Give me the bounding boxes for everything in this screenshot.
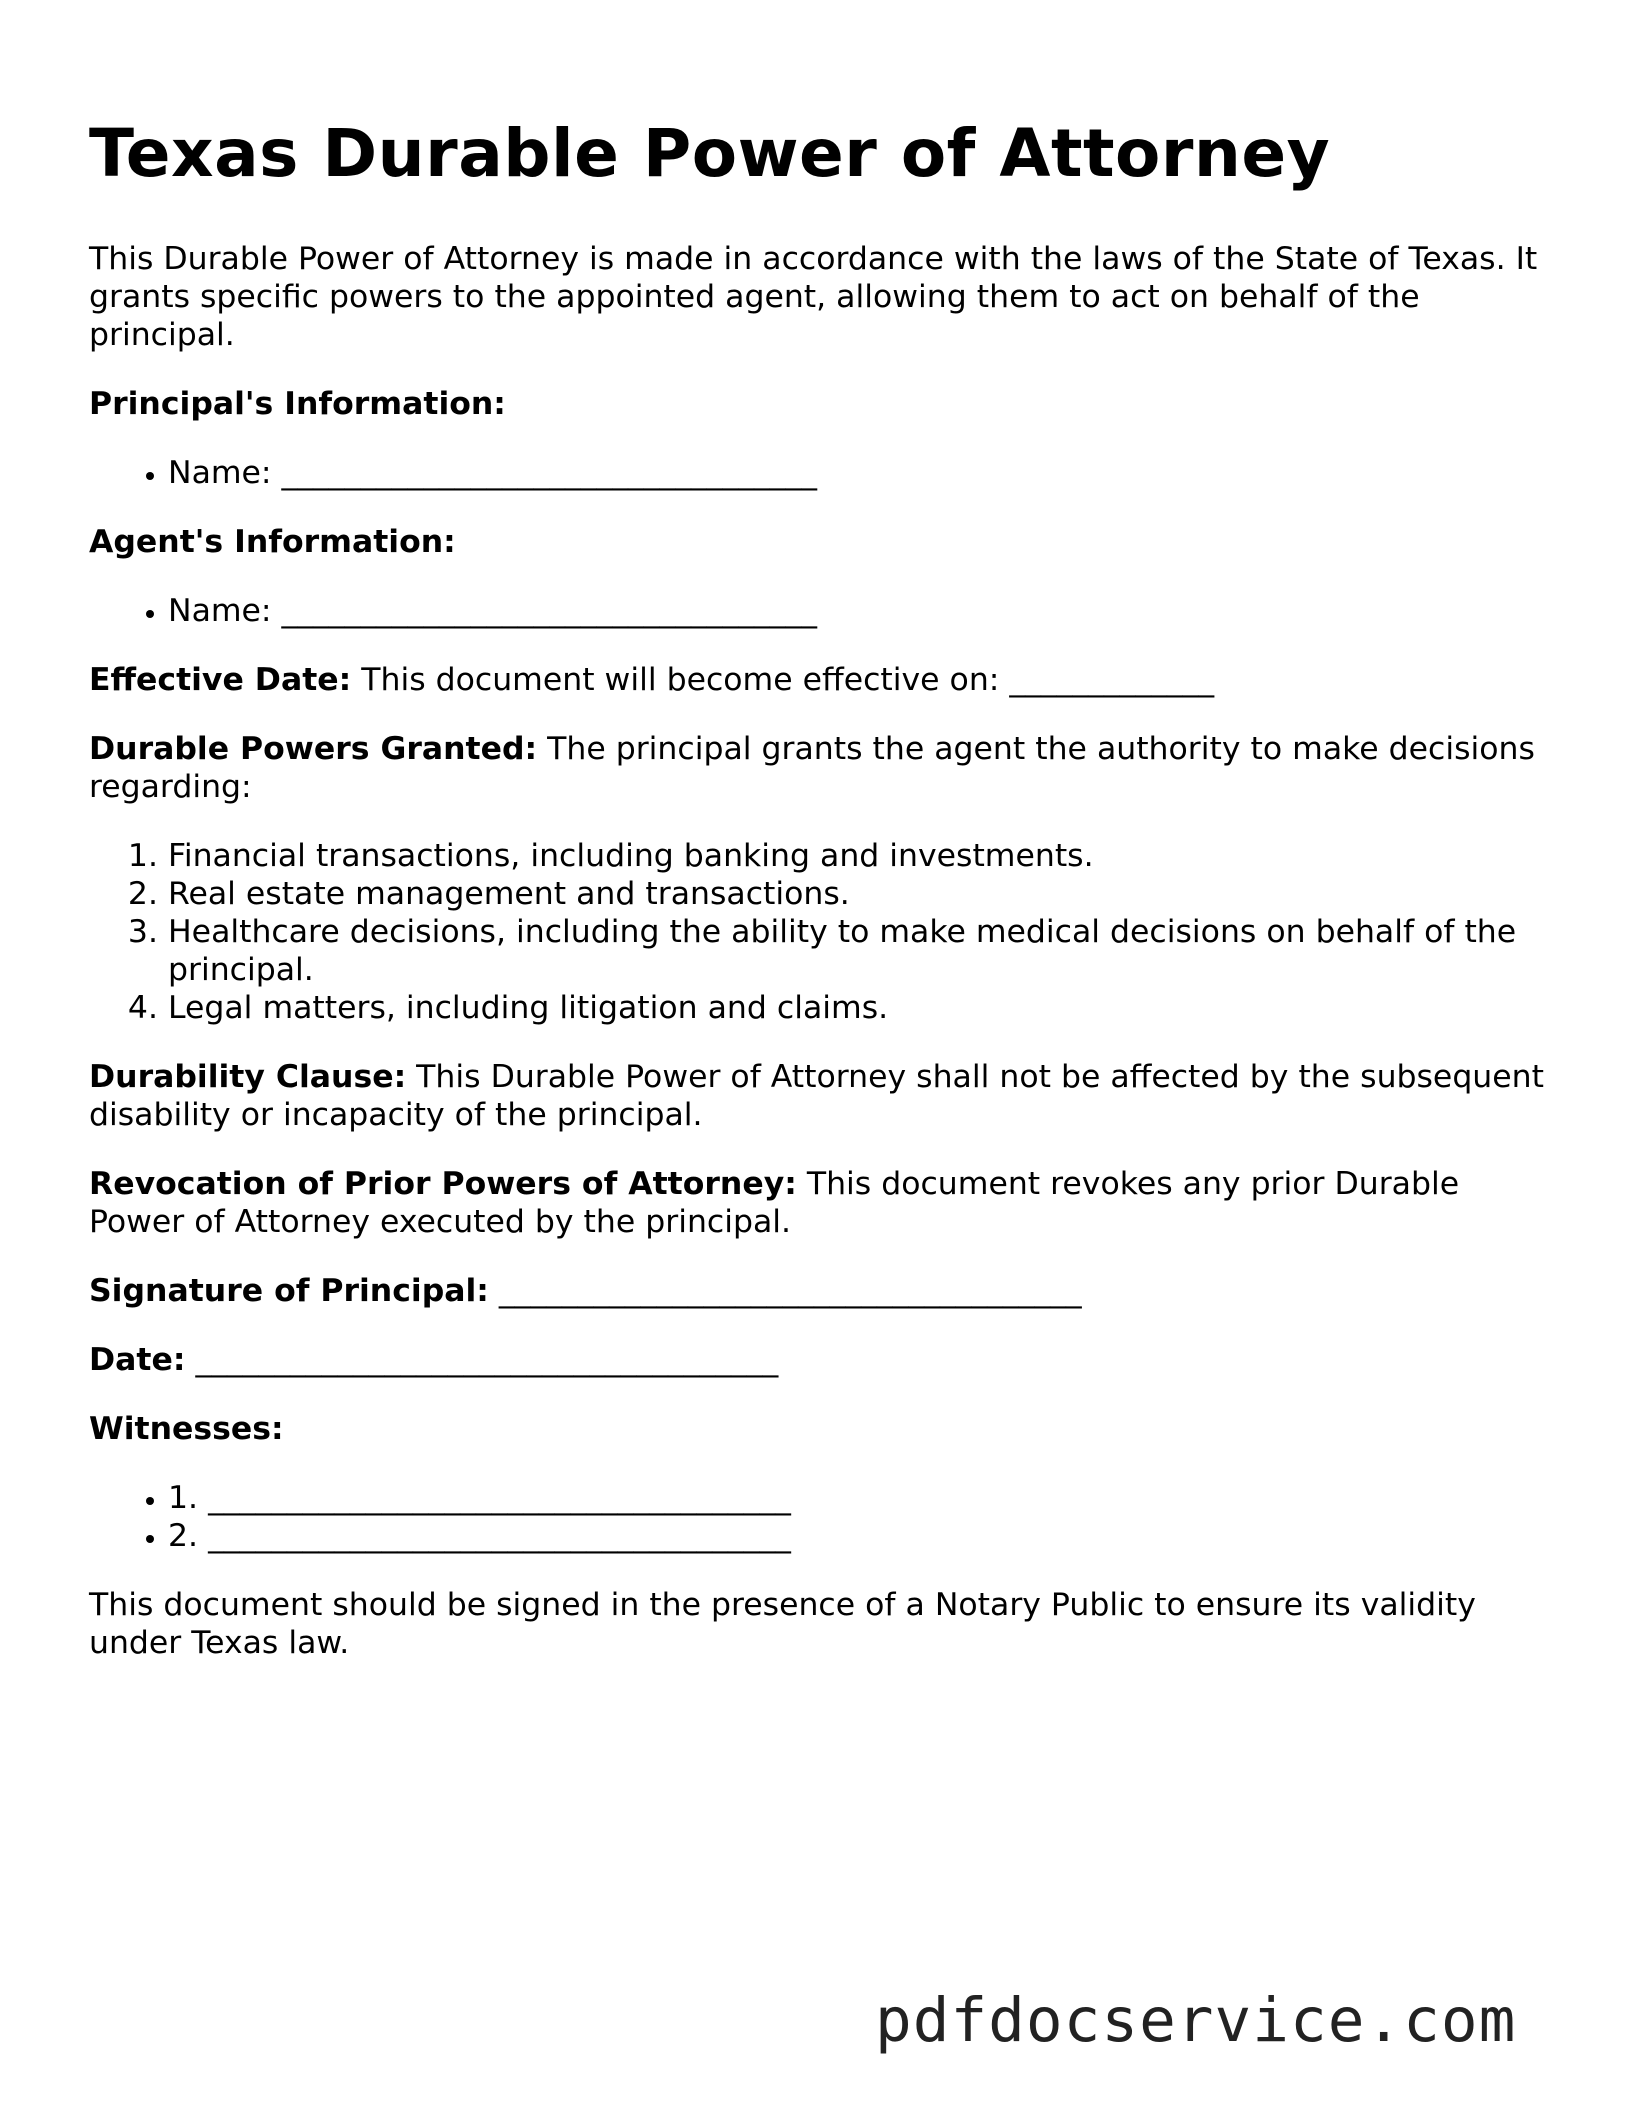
date-blank: _____________________________________ xyxy=(185,1342,779,1378)
powers-list-item: 4. Legal matters, including litigation and claims. xyxy=(168,989,1549,1027)
powers-list-item: 2. Real estate management and transactions. xyxy=(168,875,1549,913)
witnesses-heading: Witnesses: xyxy=(89,1411,284,1447)
intro-paragraph: This Durable Power of Attorney is made in accordance with the laws of the State of Texas. It grants specific powers to the appointed agent, allowing them to act on behalf of the principal. xyxy=(89,241,1538,353)
durability-paragraph xyxy=(89,1058,1549,1134)
principal-info-list xyxy=(89,454,1549,492)
principal-name-field: • Name: __________________________________ xyxy=(168,454,1549,492)
watermark-text: pdfdocservice.com xyxy=(875,1985,1517,2056)
powers-list-item: 1. Financial transactions, including banking and investments. xyxy=(168,837,1549,875)
signature-blank: _____________________________________ xyxy=(488,1273,1082,1309)
witness-line: • 1. _____________________________________ xyxy=(168,1479,1549,1517)
effective-date-paragraph xyxy=(89,661,1549,699)
effective-date-label: Effective Date: xyxy=(89,662,352,698)
agent-info-list xyxy=(89,592,1549,630)
durability-label: Durability Clause: xyxy=(89,1059,407,1095)
powers-paragraph xyxy=(89,730,1549,806)
witness-line: • 2. _____________________________________ xyxy=(168,1517,1549,1555)
principal-info-heading: Principal's Information: xyxy=(89,386,506,422)
durability-text: This Durable Power of Attorney shall not be affected by the subsequent disability or incapacity of the principal. xyxy=(89,1059,1544,1133)
signature-line xyxy=(89,1272,1549,1310)
powers-list xyxy=(89,837,1549,1027)
powers-label: Durable Powers Granted: xyxy=(89,731,538,767)
witnesses-list xyxy=(89,1479,1549,1555)
powers-text: The principal grants the agent the authority to make decisions regarding: xyxy=(89,731,1535,805)
powers-list-item: 3. Healthcare decisions, including the ability to make medical decisions on behalf of the principal. xyxy=(168,913,1549,989)
agent-name-field: • Name: __________________________________ xyxy=(168,592,1549,630)
document-page xyxy=(89,110,1549,1662)
effective-date-text: This document will become effective on: _____________ xyxy=(351,662,1215,698)
date-label: Date: xyxy=(89,1342,186,1378)
revocation-paragraph xyxy=(89,1165,1549,1241)
notary-note: This document should be signed in the presence of a Notary Public to ensure its validity under Texas law. xyxy=(89,1587,1476,1661)
document-title: Texas Durable Power of Attorney xyxy=(89,115,1331,192)
agent-info-heading: Agent's Information: xyxy=(89,524,456,560)
revocation-text: This document revokes any prior Durable Power of Attorney executed by the principal. xyxy=(89,1166,1460,1240)
date-line xyxy=(89,1341,1549,1379)
signature-label: Signature of Principal: xyxy=(89,1273,489,1309)
revocation-label: Revocation of Prior Powers of Attorney: xyxy=(89,1166,797,1202)
